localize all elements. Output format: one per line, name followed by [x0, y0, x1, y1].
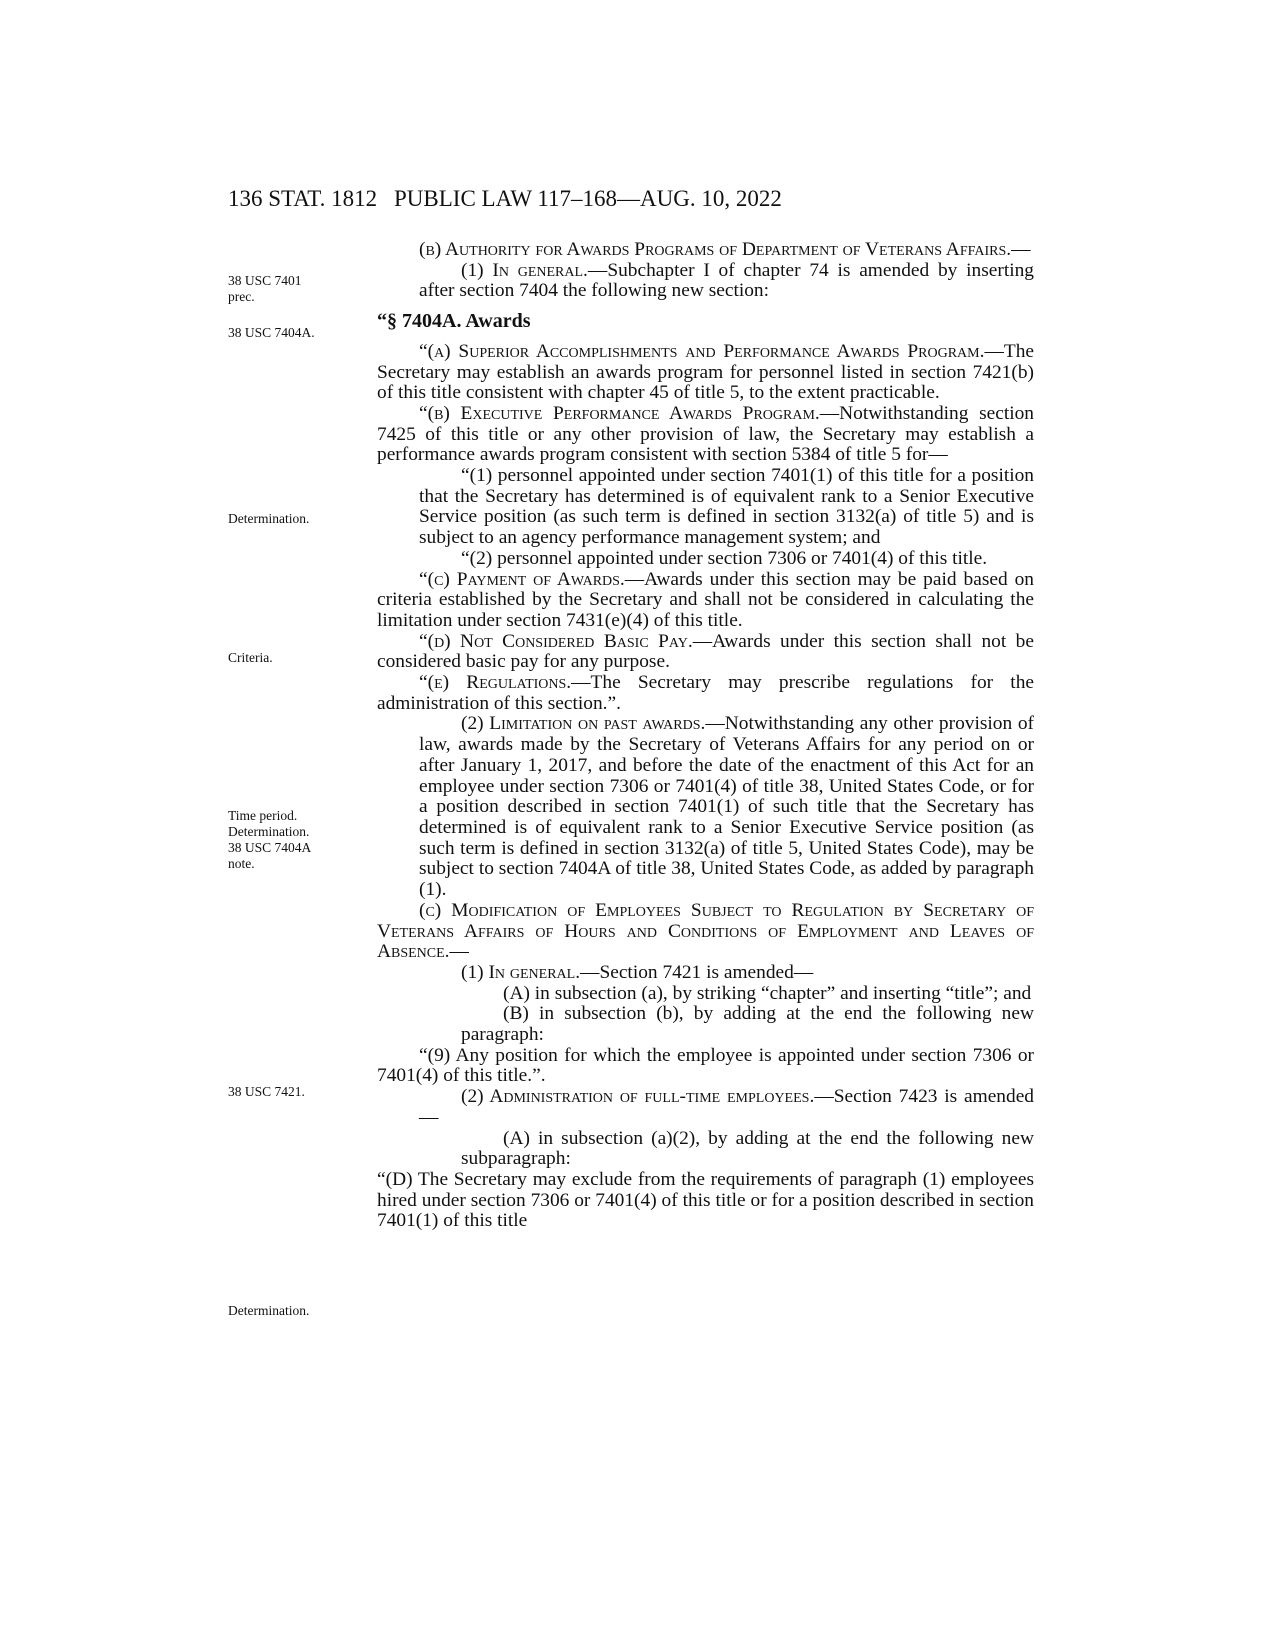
paragraph-label: (1) In general.: [461, 961, 581, 983]
public-law-title: PUBLIC LAW 117–168—AUG. 10, 2022: [394, 186, 782, 211]
paragraph-c1: [377, 963, 1034, 984]
margin-note-line: 38 USC 7404A: [228, 840, 312, 855]
paragraph-text: —Notwithstanding section 7425 of this title or any other provision of law, the Secretary may establish a performance awards program consistent with section 5384 of title 5 for—: [377, 402, 1034, 466]
margin-note-line: Time period.: [228, 808, 298, 823]
paragraph-text: —The Secretary may establish an awards program for personnel listed in section 7421(b) of this title consistent with chapter 45 of title 5, to the extent practicable.: [377, 340, 1034, 404]
subsection-d: [377, 632, 1034, 673]
subsection-e: [377, 673, 1034, 714]
margin-note-line: 38 USC 7401: [228, 273, 302, 288]
main-text: [377, 240, 1034, 1232]
margin-note-time-period: [228, 808, 348, 872]
subsection-b: [377, 404, 1034, 466]
paragraph-label: “(e) Regulations.: [419, 672, 572, 694]
subsection-b-heading: (b) Authority for Awards Programs of Department of Veterans Affairs.—: [419, 239, 1031, 260]
margin-note-line: note.: [228, 856, 255, 871]
paragraph-b-2: “(2) personnel appointed under section 7306 or 7401(4) of this title.: [461, 547, 988, 569]
paragraph-text: —Awards under this section may be paid based on criteria established by the Secretary and shall not be considered in calculating the limitation under section 7431(e)(4) of this title.: [377, 568, 1035, 631]
paragraph-b-1: “(1) personnel appointed under section 7401(1) of this title for a position that the Secretary has determined is of equivalent rank to a Senior Executive Service position (as such term is defined in section 3132(a) of title 5) and is subject to an agency performance management system; and: [419, 465, 1034, 549]
margin-note-determination: Determination.: [228, 511, 310, 526]
paragraph-text: —Section 7421 is amended—: [580, 961, 814, 983]
paragraph-text: —Section 7423 is amended—: [419, 1086, 1034, 1128]
paragraph-text: —Awards under this section shall not be considered basic pay for any purpose.: [377, 630, 1034, 673]
margin-note-38usc7401: [228, 273, 348, 305]
paragraph-label: (1) In general.: [461, 259, 588, 281]
paragraph-text: —Notwithstanding any other provision of law, awards made by the Secretary of Veterans Affairs for any period on or after January 1, 2017, and before the date of the enactment of this Act for an employee under section 7306 or 7401(4) of title 38, United States Code, or for a position described in section 7401(1) of such title that the Secretary has determined is of equivalent rank to a Senior Executive Service position (as such term is defined in section 3132(a) of title 5, United States Code), may be subject to section 7404A of title 38, United States Code, as added by paragraph (1).: [419, 713, 1035, 901]
margin-note-line: Determination.: [228, 824, 310, 839]
margin-note-criteria: Criteria.: [228, 650, 273, 665]
subsection-c: [377, 570, 1034, 632]
margin-note-line: prec.: [228, 289, 255, 304]
paragraph-label: (2) Administration of full-time employees.: [461, 1086, 815, 1108]
subsection-a: [377, 342, 1034, 404]
subparagraph-d: “(D) The Secretary may exclude from the requirements of paragraph (1) employees hired under section 7306 or 7401(4) of this title or for a position described in section 7401(1) of this title: [377, 1168, 1034, 1232]
subparagraph-c1a: (A) in subsection (a), by striking “chapter” and inserting “title”; and: [503, 982, 1032, 1004]
paragraph-label: “(c) Payment of Awards.: [419, 568, 625, 590]
paragraph-label: “(a) Superior Accomplishments and Performance Awards Program.: [419, 340, 985, 362]
page-header: [228, 186, 1038, 226]
paragraph-9: “(9) Any position for which the employee is appointed under section 7306 or 7401(4) of this title.”.: [377, 1044, 1034, 1087]
paragraph-c2: [377, 1087, 1034, 1128]
subsection-c-heading: (c) Modification of Employees Subject to Regulation by Secretary of Veterans Affairs of Hours and Conditions of Employment and Leaves of Absence.—: [377, 899, 1034, 963]
stat-page-number: 136 STAT. 1812: [228, 186, 378, 211]
paragraph-text: —The Secretary may prescribe regulations for the administration of this section.”.: [377, 672, 1034, 714]
subparagraph-c2a: (A) in subsection (a)(2), by adding at the end the following new subparagraph:: [461, 1127, 1034, 1170]
paragraph-text: —Subchapter I of chapter 74 is amended by inserting after section 7404 the following new section:: [419, 259, 1034, 302]
subparagraph-c1b: (B) in subsection (b), by adding at the end the following new paragraph:: [461, 1003, 1034, 1046]
paragraph-label: (2) Limitation on past awards.: [461, 713, 706, 735]
section-heading: “§ 7404A. Awards: [377, 310, 531, 333]
margin-note-38usc7404a: 38 USC 7404A.: [228, 325, 315, 340]
paragraph-label: “(b) Executive Performance Awards Program.: [419, 402, 820, 424]
paragraph-b1: [377, 261, 1034, 302]
margin-note-38usc7421: 38 USC 7421.: [228, 1084, 305, 1099]
paragraph-b2: [377, 714, 1034, 900]
paragraph-label: “(d) Not Considered Basic Pay.: [419, 630, 693, 652]
margin-note-determination-2: Determination.: [228, 1303, 310, 1318]
